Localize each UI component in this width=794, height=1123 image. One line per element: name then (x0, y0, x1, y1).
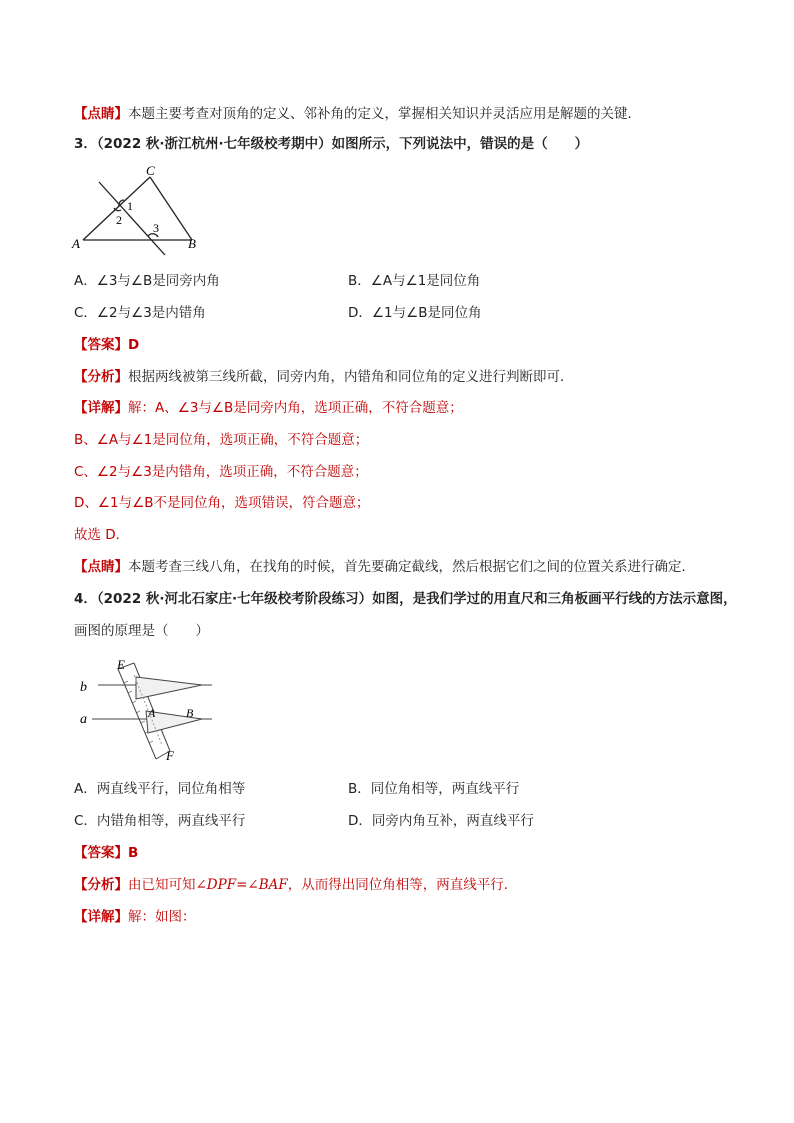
q3-label-1: 1 (127, 199, 133, 213)
q4-label-f: F (166, 748, 174, 763)
q4-option-d: D．同旁内角互补，两直线平行 (348, 813, 534, 829)
q2-dianjing-line (74, 104, 754, 124)
q4-label-e: E (117, 657, 125, 672)
q4-ruler-figure (74, 655, 220, 767)
q3-option-b: B．∠A与∠1是同位角 (348, 273, 481, 289)
q4-label-b-line: b (80, 680, 87, 695)
q4-answer-tag: 【答案】 (74, 845, 128, 861)
q3-analysis-text: 根据两线被第三线所截，同旁内角，内错角和同位角的定义进行判断即可． (128, 369, 574, 385)
q3-detail-line-5: 故选 D． (74, 527, 130, 543)
q4-analysis-pre: 由已知可知 (128, 877, 196, 893)
q4-detail-text: 解：如图： (128, 909, 196, 925)
q3-detail-line-4: D、∠1与∠B不是同位角，选项错误，符合题意； (74, 495, 370, 511)
q3-analysis-line (74, 367, 754, 387)
q4-label-a-line: a (80, 712, 87, 727)
q4-option-a: A．两直线平行，同位角相等 (74, 781, 246, 797)
q4-stem-line-2: 画图的原理是（ ） (74, 623, 209, 639)
q3-label-a: A (72, 236, 80, 251)
q3-label-2: 2 (116, 213, 122, 227)
q3-label-b: B (188, 236, 196, 251)
q4-label-b-point: B (186, 706, 194, 720)
q3-line-ac (83, 177, 150, 240)
q4-analysis-math: ∠DPF=∠BAF (195, 877, 288, 893)
q4-analysis-line (74, 875, 754, 895)
q3-detail-line-2: B、∠A与∠1是同位角，选项正确，不符合题意； (74, 432, 369, 448)
q3-dianjing-text: 本题考查三线八角，在找角的时候，首先要确定截线，然后根据它们之间的位置关系进行确定． (128, 559, 695, 575)
q4-answer-line (74, 843, 754, 863)
q4-option-b: B．同位角相等，两直线平行 (348, 781, 520, 797)
q3-detail-line-3: C、∠2与∠3是内错角，选项正确，不符合题意； (74, 464, 368, 480)
q4-analysis-tag: 【分析】 (74, 877, 128, 893)
q3-option-a: A．∠3与∠B是同旁内角 (74, 273, 220, 289)
q3-detail-text-1: 解：A、∠3与∠B是同旁内角，选项正确，不符合题意； (128, 400, 463, 416)
q3-option-c: C．∠2与∠3是内错角 (74, 305, 206, 321)
q3-dianjing-line (74, 557, 754, 577)
q4-stem-line-1: 4．（2022 秋·河北石家庄·七年级校考阶段练习）如图，是我们学过的用直尺和三角板画平行线的方法示意图， (74, 591, 737, 607)
q4-triangle-top (136, 677, 202, 699)
q4-ruler (118, 663, 170, 759)
q4-detail-line (74, 907, 754, 927)
q4-option-c: C．内错角相等，两直线平行 (74, 813, 246, 829)
q3-answer-line (74, 335, 754, 355)
q3-answer-tag: 【答案】 (74, 337, 128, 353)
q4-label-a-point: A (148, 706, 156, 720)
q4-answer-value: B (128, 845, 139, 861)
q3-stem: 3．（2022 秋·浙江杭州·七年级校考期中）如图所示，下列说法中，错误的是（ ） (74, 136, 589, 152)
q2-dianjing-text: 本题主要考查对顶角的定义、邻补角的定义，掌握相关知识并灵活应用是解题的关键． (128, 106, 641, 122)
q3-triangle-figure (70, 160, 220, 260)
q3-option-d: D．∠1与∠B是同位角 (348, 305, 482, 321)
q3-dianjing-tag: 【点睛】 (74, 559, 128, 575)
q3-detail-line-1 (74, 398, 754, 418)
q3-analysis-tag: 【分析】 (74, 369, 128, 385)
q3-label-3: 3 (153, 221, 159, 235)
q3-detail-tag: 【详解】 (74, 400, 128, 416)
q3-transversal (99, 182, 165, 255)
q3-label-c: C (146, 163, 155, 178)
q2-dianjing-tag: 【点睛】 (74, 106, 128, 122)
q4-analysis-post: ，从而得出同位角相等，两直线平行． (287, 877, 518, 893)
q3-answer-value: D (128, 337, 140, 353)
q4-detail-tag: 【详解】 (74, 909, 128, 925)
